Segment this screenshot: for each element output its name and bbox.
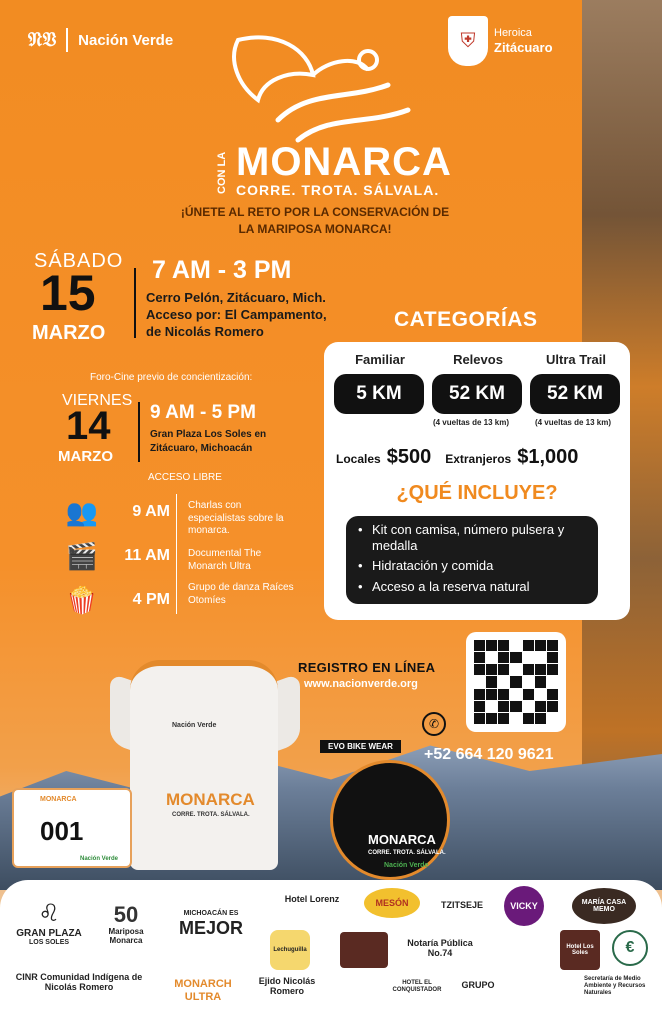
- forum-time: 9 AM - 5 PM: [150, 402, 256, 423]
- sponsor-tzitseje[interactable]: TZITSEJE: [440, 900, 483, 910]
- shirt-title: MONARCA: [166, 790, 255, 809]
- categories-card: [324, 342, 630, 620]
- medal-brand: Nación Verde: [384, 862, 429, 869]
- forum-intro: Foro-Cine previo de concientización:: [90, 372, 253, 383]
- schedule-time: 11 AM: [124, 547, 170, 564]
- medal-title: MONARCA: [368, 832, 436, 847]
- sponsor-los-soles-hotel[interactable]: Hotel Los Soles: [560, 930, 600, 970]
- forum-day-name: VIERNES: [62, 392, 133, 409]
- schedule-row: [58, 494, 170, 530]
- sponsor-ejido[interactable]: Ejido Nicolás Romero: [258, 976, 316, 997]
- sponsor-vicky[interactable]: VICKY: [504, 886, 544, 926]
- phone-icon: ✆: [422, 712, 446, 736]
- sponsor-conquistador[interactable]: HOTEL EL CONQUISTADOR: [392, 980, 442, 993]
- sponsor-meson[interactable]: MESÓN: [364, 888, 420, 918]
- prices: [336, 446, 578, 469]
- categories-title: CATEGORÍAS: [394, 308, 538, 331]
- event-subtitle: CORRE. TROTA. SÁLVALA.: [236, 182, 440, 198]
- list-item: • Acceso a la reserva natural: [358, 579, 588, 595]
- free-access-label: ACCESO LIBRE: [148, 472, 222, 483]
- lion-icon: ♌: [38, 900, 60, 927]
- schedule-description: Grupo de danza Raíces Otomíes: [188, 582, 294, 606]
- schedule-row: [58, 582, 170, 618]
- list-item: • Kit con camisa, número pulsera y medalla: [358, 522, 588, 553]
- schedule-divider: [176, 494, 177, 614]
- forum-location: Gran Plaza Los Soles en Zitácuaro, Michoacán: [150, 429, 267, 454]
- sponsor-hotel-lorenz[interactable]: Hotel Lorenz: [284, 894, 340, 904]
- popcorn-sombrero-icon: 🍿: [65, 584, 99, 615]
- zitacuaro-name: Zitácuaro: [494, 39, 553, 55]
- qr-code-icon: [474, 640, 558, 724]
- talk-icon: 👥: [65, 496, 99, 527]
- clapperboard-icon: 🎬: [65, 540, 99, 571]
- foreign-price-label: Extranjeros: [445, 452, 512, 466]
- forum-divider: [138, 402, 140, 462]
- race-month: MARZO: [32, 322, 106, 344]
- local-price-label: Locales: [336, 452, 381, 466]
- sponsor-michoacan[interactable]: MICHOACÁN ES MEJOR: [178, 910, 243, 939]
- race-day-number: 15: [40, 265, 96, 321]
- list-item: • Hidratación y comida: [358, 558, 588, 574]
- event-title: MONARCA: [236, 140, 452, 184]
- race-day-name: SÁBADO: [34, 250, 124, 272]
- race-time: 7 AM - 3 PM: [152, 256, 292, 284]
- local-price: $500: [386, 446, 432, 468]
- category-note: (4 vueltas de 13 km): [534, 418, 612, 427]
- sponsor-aniversario[interactable]: 50 Mariposa Monarca: [108, 902, 144, 946]
- date-divider: [134, 268, 136, 338]
- sponsor-gran-plaza[interactable]: ♌ GRAN PLAZA LOS SOLES: [14, 900, 84, 947]
- sponsor-lechuguilla[interactable]: Lechuguilla: [270, 930, 310, 970]
- event-shirt: [130, 660, 278, 870]
- schedule-time: 9 AM: [132, 503, 170, 520]
- race-bib: [12, 788, 132, 868]
- category-distance[interactable]: 5 KM: [334, 374, 424, 414]
- schedule-time: 4 PM: [132, 591, 170, 608]
- nacion-verde-icon: 𝔑𝔙: [28, 28, 57, 51]
- sponsor-cinr[interactable]: CINR Comunidad Indígena de Nicolás Romero: [15, 972, 143, 993]
- foreign-price: $1,000: [517, 446, 579, 468]
- butterfly-runner-emblem-icon: [218, 30, 418, 150]
- medal-ribbon: EVO BIKE WEAR: [320, 740, 401, 753]
- nacion-verde-name: Nación Verde: [78, 31, 174, 49]
- sponsors-bar: [0, 880, 662, 1023]
- schedule-description: Documental The Monarch Ultra: [188, 548, 262, 572]
- call-to-action: ¡ÚNETE AL RETO POR LA CONSERVACIÓN DE LA MARIPOSA MONARCA!: [180, 205, 450, 237]
- bib-number: 001: [40, 816, 84, 846]
- schedule-row: [58, 538, 170, 574]
- sponsor-grupo[interactable]: GRUPO: [461, 980, 495, 990]
- shirt-brand: Nación Verde: [172, 722, 217, 729]
- schedule-description: Charlas con especialistas sobre la monarca.: [188, 500, 284, 536]
- sponsor-secretaria[interactable]: Secretaría de Medio Ambiente y Recursos Naturales: [584, 976, 646, 996]
- sponsor-seal-icon[interactable]: €: [612, 930, 648, 966]
- category-name: Familiar: [355, 352, 405, 367]
- medal-subtitle: CORRE. TROTA. SÁLVALA.: [368, 850, 446, 856]
- registration-title: REGISTRO EN LÍNEA: [298, 660, 436, 675]
- race-location: Cerro Pelón, Zitácuaro, Mich. Acceso por: El Campamento, de Nicolás Romero: [146, 290, 327, 339]
- category-name: Ultra Trail: [546, 352, 606, 367]
- category-name: Relevos: [453, 352, 503, 367]
- bib-title: MONARCA: [40, 796, 77, 803]
- shirt-subtitle: CORRE. TROTA. SÁLVALA.: [172, 812, 250, 818]
- bib-brand: Nación Verde: [80, 856, 119, 862]
- registration-url[interactable]: www.nacionverde.org: [304, 678, 418, 690]
- coat-of-arms-icon: ⛨: [448, 16, 488, 66]
- sponsor-notaria[interactable]: Notaría Pública No.74: [407, 938, 473, 959]
- con-la-label: CON LA: [216, 151, 228, 194]
- forum-month: MARZO: [58, 448, 113, 465]
- includes-title: ¿QUÉ INCLUYE?: [396, 482, 558, 504]
- forum-day-number: 14: [66, 404, 111, 448]
- category-distance[interactable]: 52 KM: [432, 374, 522, 414]
- zitacuaro-prefix: Heroica: [494, 26, 532, 39]
- category-note: (4 vueltas de 13 km): [432, 418, 510, 427]
- sponsor-maria-casa-memo[interactable]: MARÍA CASA MEMO: [572, 888, 636, 924]
- logo-divider: [66, 28, 68, 52]
- sponsor-badge[interactable]: [340, 932, 388, 968]
- zitacuaro-logo[interactable]: [448, 16, 553, 66]
- phone-number[interactable]: +52 664 120 9621: [424, 746, 554, 763]
- qr-code[interactable]: [466, 632, 566, 732]
- category-distance[interactable]: 52 KM: [530, 374, 620, 414]
- nacion-verde-logo[interactable]: [28, 28, 173, 52]
- sponsor-monarch-ultra[interactable]: MONARCH ULTRA: [174, 978, 232, 1003]
- includes-list: [346, 516, 598, 604]
